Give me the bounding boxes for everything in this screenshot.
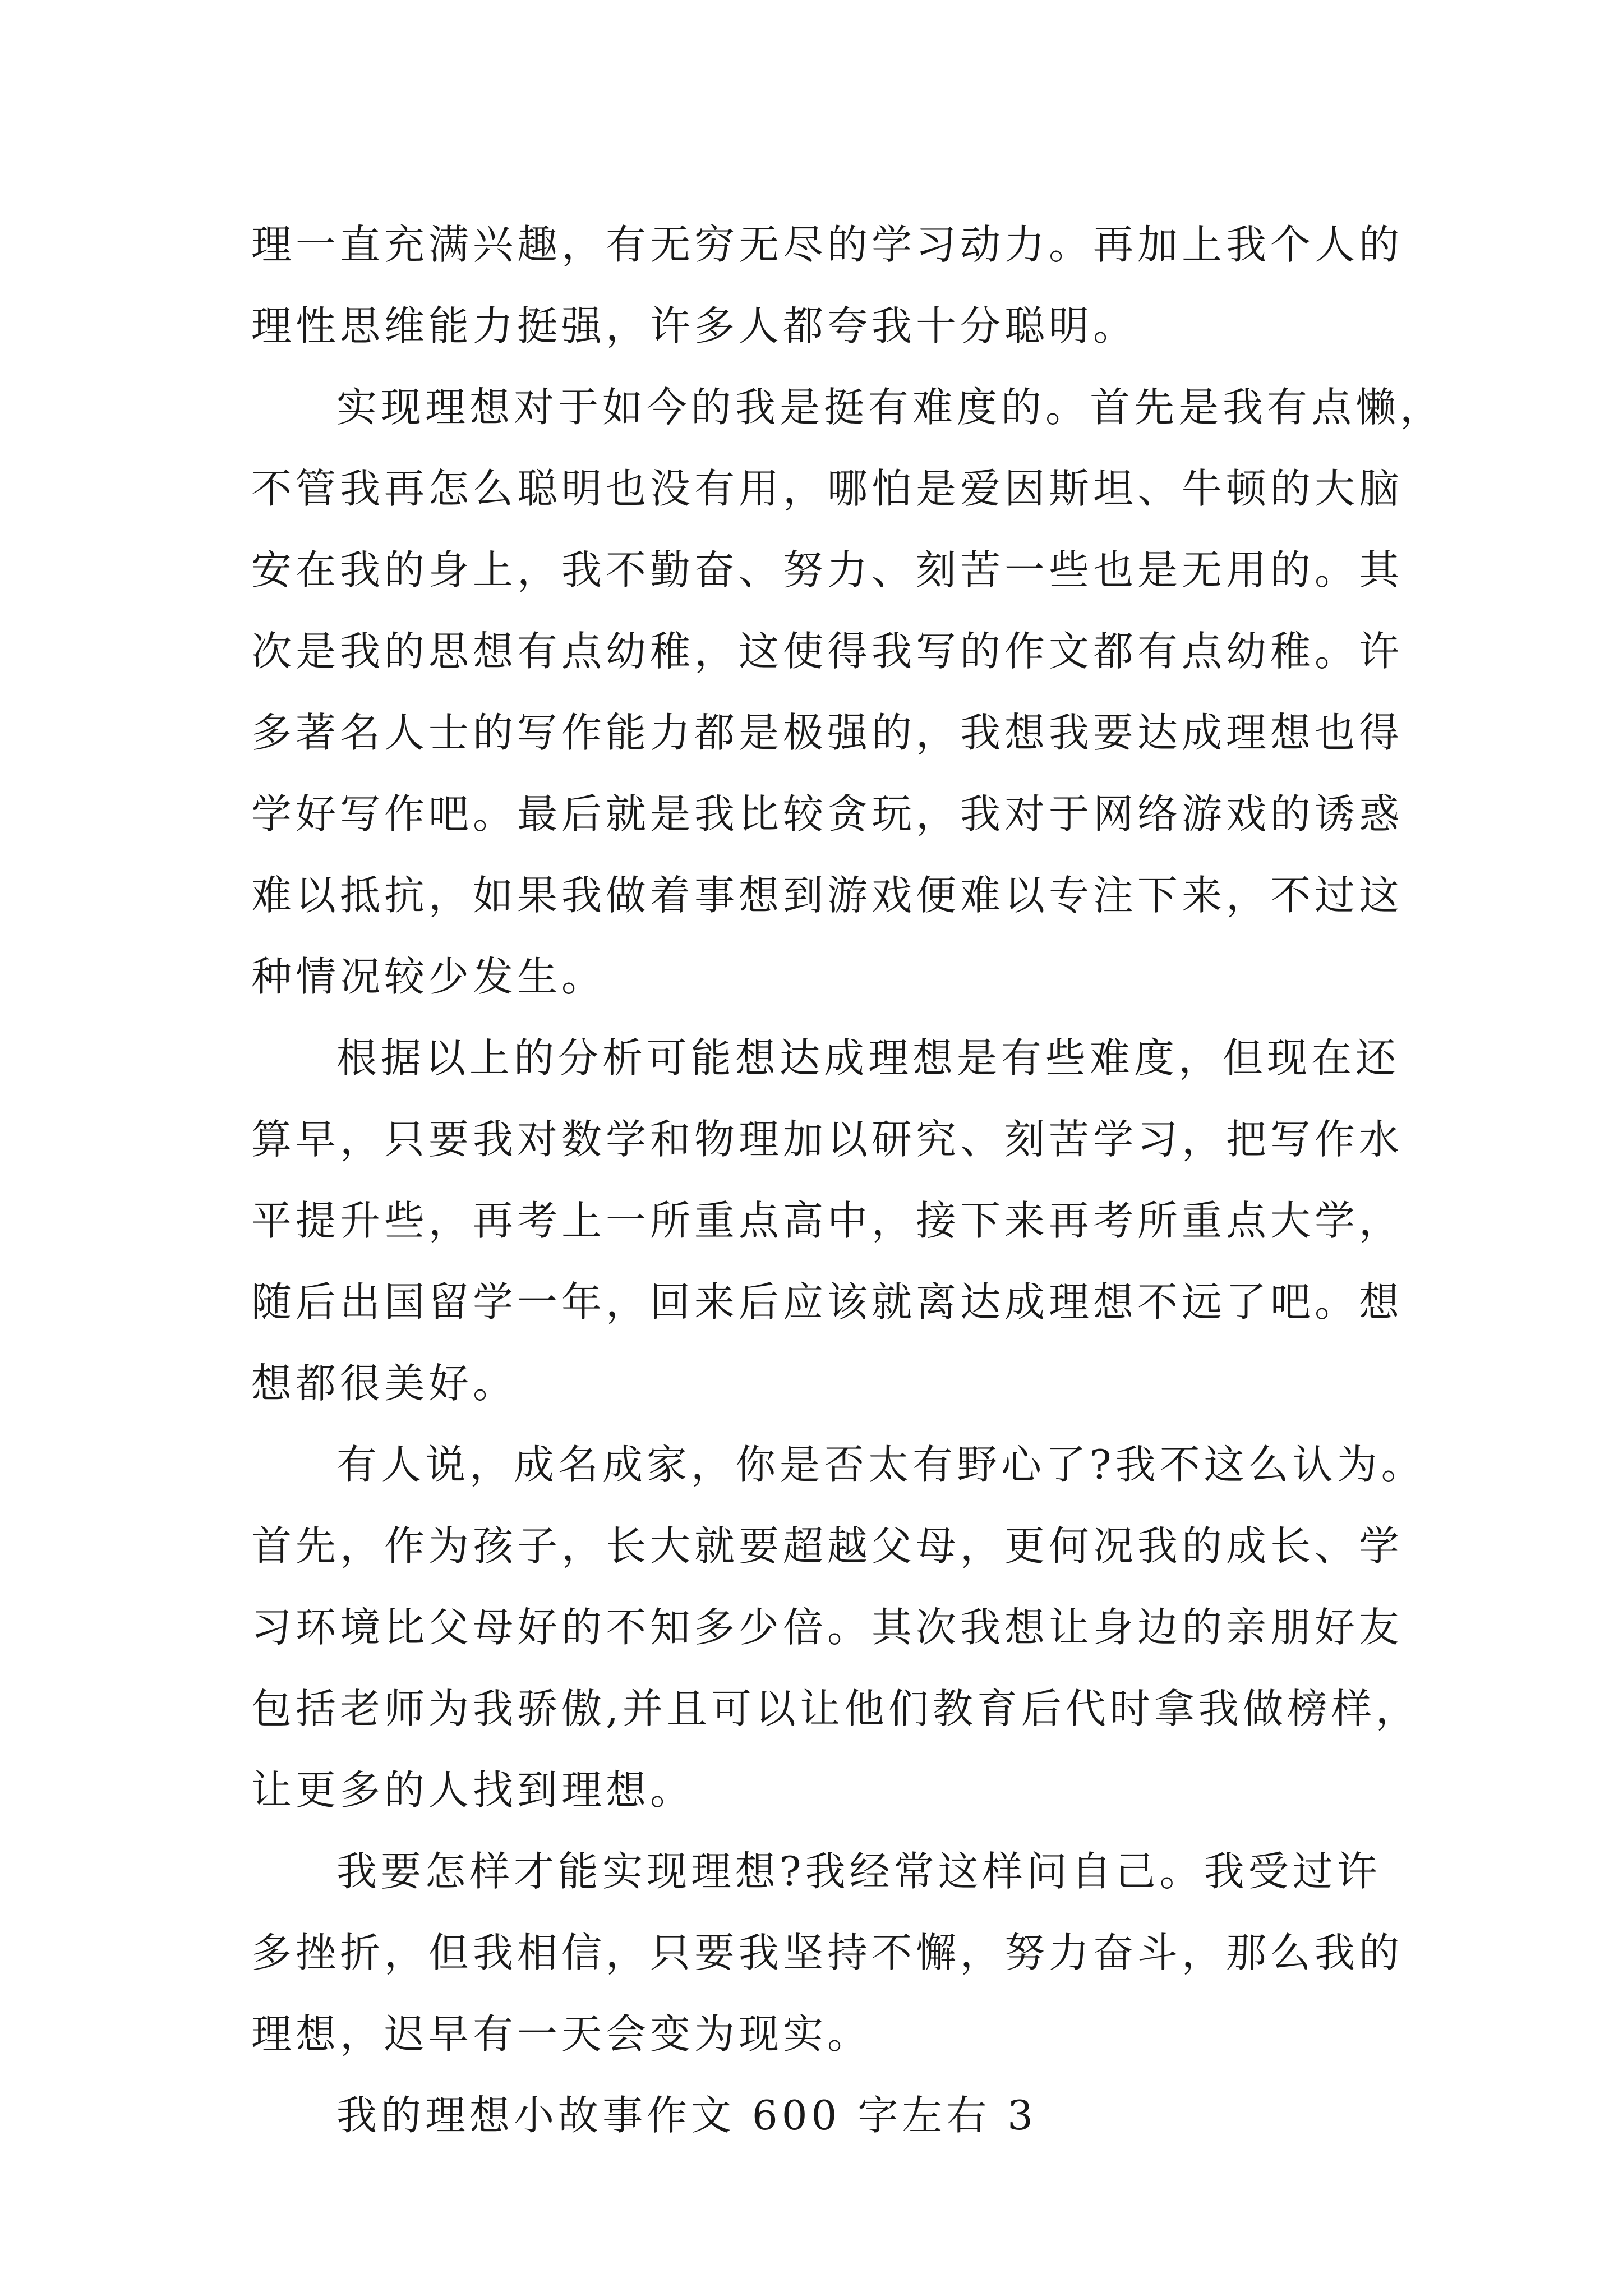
text-line: 不管我再怎么聪明也没有用，哪怕是爱因斯坦、牛顿的大脑 (251, 465, 1404, 512)
paragraph-start-line: 实现理想对于如今的我是挺有难度的。首先是我有点懒， (336, 384, 1445, 431)
text-line: 首先，作为孩子，长大就要超越父母，更何况我的成长、学 (251, 1522, 1404, 1570)
document-body (251, 204, 1445, 2156)
text-line: 多挫折，但我相信，只要我坚持不懈，努力奋斗，那么我的 (251, 1929, 1404, 1976)
text-line: 学好写作吧。最后就是我比较贪玩，我对于网络游戏的诱惑 (251, 790, 1404, 838)
text-line: 安在我的身上，我不勤奋、努力、刻苦一些也是无用的。其 (251, 546, 1404, 593)
text-line: 算早，只要我对数学和物理加以研究、刻苦学习，把写作水 (251, 1116, 1404, 1163)
section-heading-line: 我的理想小故事作文 600 字左右 3 (336, 2092, 1037, 2139)
text-line: 想都很美好。 (251, 1360, 518, 1407)
text-line: 种情况较少发生。 (251, 953, 606, 1000)
text-line: 习环境比父母好的不知多少倍。其次我想让身边的亲朋好友 (251, 1604, 1404, 1651)
text-line: 多著名人士的写作能力都是极强的，我想我要达成理想也得 (251, 709, 1404, 756)
text-line: 平提升些，再考上一所重点高中，接下来再考所重点大学， (251, 1197, 1404, 1244)
paragraph-start-line: 我要怎样才能实现理想?我经常这样问自己。我受过许 (336, 1848, 1381, 1895)
text-line: 理想，迟早有一天会变为现实。 (251, 2010, 872, 2058)
text-line: 随后出国留学一年，回来后应该就离达成理想不远了吧。想 (251, 1278, 1404, 1326)
text-line: 理一直充满兴趣，有无穷无尽的学习动力。再加上我个人的 (251, 221, 1404, 268)
text-line: 难以抵抗，如果我做着事想到游戏便难以专注下来，不过这 (251, 872, 1404, 919)
paragraph-start-line: 有人说，成名成家，你是否太有野心了?我不这么认为。 (336, 1441, 1426, 1488)
text-line: 包括老师为我骄傲,并且可以让他们教育后代时拿我做榜样， (251, 1685, 1420, 1732)
text-line: 理性思维能力挺强，许多人都夸我十分聪明。 (251, 302, 1138, 349)
text-line: 让更多的人找到理想。 (251, 1766, 695, 1814)
paragraph-start-line: 根据以上的分析可能想达成理想是有些难度，但现在还 (336, 1034, 1400, 1082)
text-line: 次是我的思想有点幼稚，这使得我写的作文都有点幼稚。许 (251, 628, 1404, 675)
